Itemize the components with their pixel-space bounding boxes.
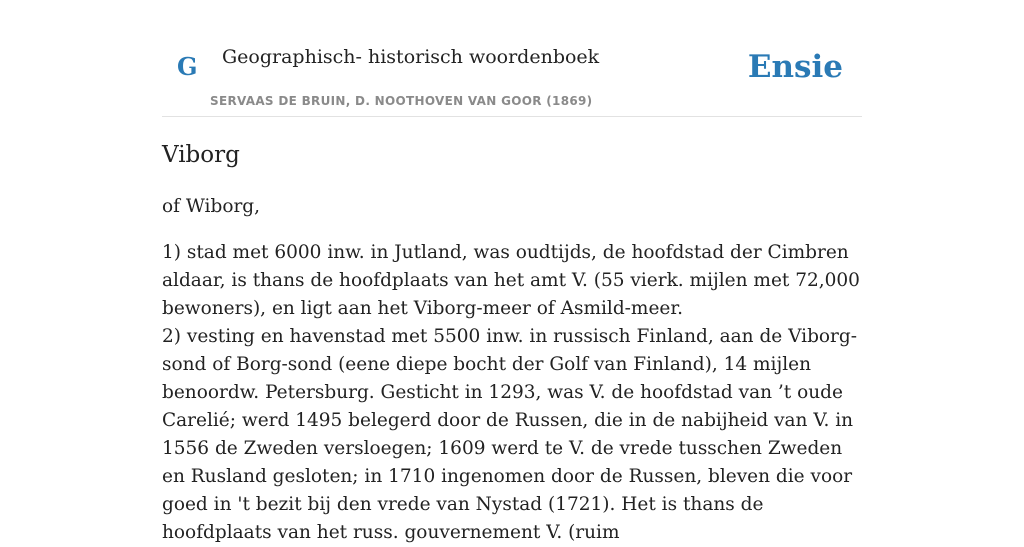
entry-alias: of Wiborg, xyxy=(162,196,261,217)
entry-article xyxy=(162,140,862,543)
book-authors: SERVAAS DE BRUIN, D. NOOTHOVEN VAN GOOR (1869) xyxy=(210,94,593,108)
book-title-link[interactable]: Geographisch- historisch woordenboek xyxy=(222,46,600,68)
ensie-logo-link[interactable]: Ensie xyxy=(747,49,843,85)
definition-paragraph: 2) vesting en havenstad met 5500 inw. in russisch Finland, aan de Viborg-sond of Borg-sond (eene diepe bocht der Golf van Finland), 14 mijlen benoordw. Petersburg. Gesticht in 1293, was V. de hoofdstad van ’t oude Carelié; werd 1495 belegerd door de Russen, die in de nabijheid van V. in 1556 de Zweden versloegen; 1609 werd te V. de vrede tusschen Zweden en Rusland gesloten; in 1710 ingenomen door de Russen, bleven die voor goed in 't bezit bij den vrede van Nystad (1721). Het is thans de hoofdplaats van het russ. gouvernement V. (ruim xyxy=(162,326,857,543)
entry-headword: Viborg xyxy=(162,142,240,168)
definition-paragraph: 1) stad met 6000 inw. in Jutland, was oudtijds, de hoofdstad der Cimbren aldaar, is thans de hoofdplaats van het amt V. (55 vierk. mijlen met 72,000 bewoners), en ligt aan het Viborg-meer of Asmild-meer. xyxy=(162,242,860,319)
book-header xyxy=(162,0,862,117)
entry-definition xyxy=(162,239,862,547)
book-initial-badge[interactable]: G xyxy=(177,52,198,81)
